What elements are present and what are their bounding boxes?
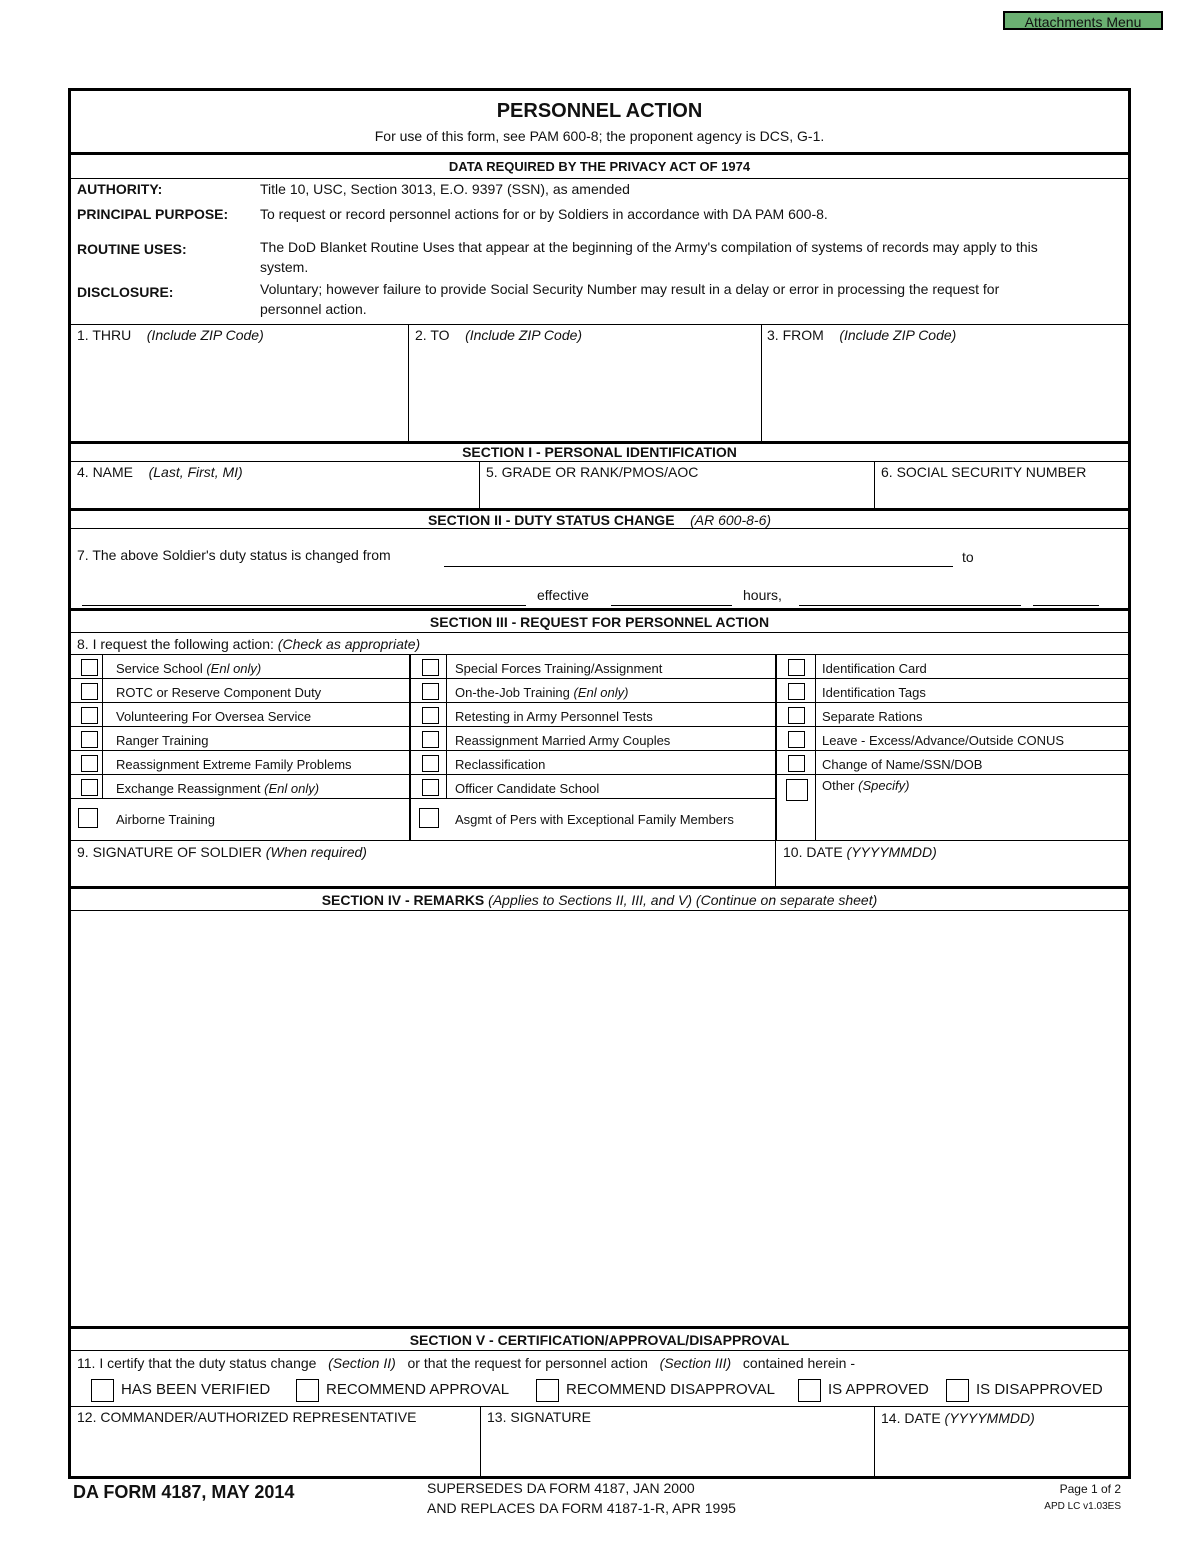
divider xyxy=(776,750,1128,751)
option-has-been-verified: HAS BEEN VERIFIED xyxy=(121,1381,271,1398)
routine-uses-text: The DoD Blanket Routine Uses that appear at the beginning of the Army's compilation of systems of records may apply to this system. xyxy=(260,239,1038,275)
thru-field[interactable] xyxy=(72,346,406,440)
option-label: Exchange Reassignment xyxy=(116,781,261,796)
from-hint: (Include ZIP Code) xyxy=(839,327,957,343)
name-label-text: 4. NAME xyxy=(77,464,134,480)
option-special-forces: Special Forces Training/Assignment xyxy=(455,661,663,676)
divider xyxy=(71,1326,1128,1329)
supersedes-line-2: AND REPLACES DA FORM 4187-1-R, APR 1995 xyxy=(427,1500,736,1516)
option-change-name: Change of Name/SSN/DOB xyxy=(822,757,983,772)
thru-label-text: 1. THRU xyxy=(77,327,132,343)
divider xyxy=(71,798,776,799)
divider xyxy=(71,726,776,727)
checkbox-special-forces[interactable] xyxy=(422,659,439,676)
authority-text: Title 10, USC, Section 3013, E.O. 9397 (SSN), as amended xyxy=(260,181,630,197)
divider xyxy=(71,608,1128,611)
divider xyxy=(776,678,1128,679)
checkbox-id-tags[interactable] xyxy=(788,683,805,700)
section2-heading-ref: (AR 600-8-6) xyxy=(690,512,772,528)
option-oversea-service: Volunteering For Oversea Service xyxy=(116,709,312,724)
status-from-field[interactable] xyxy=(444,566,953,567)
divider xyxy=(409,654,411,840)
soldier-date-text: 10. DATE xyxy=(783,844,843,860)
checkbox-efmp[interactable] xyxy=(419,808,439,828)
option-label: Other xyxy=(822,778,855,793)
divider xyxy=(71,508,1128,511)
checkbox-airborne-training[interactable] xyxy=(78,808,98,828)
option-leave: Leave - Excess/Advance/Outside CONUS xyxy=(822,733,1065,748)
effective-year-field[interactable] xyxy=(1033,605,1099,606)
disclosure-text: Voluntary; however failure to provide Social Security Number may result in a delay or error in processing the request for personnel action. xyxy=(260,281,1000,317)
section4-heading xyxy=(71,892,1128,908)
checkbox-id-card[interactable] xyxy=(788,659,805,676)
soldier-signature-field[interactable] xyxy=(72,862,772,884)
divider xyxy=(761,324,762,442)
name-label xyxy=(77,464,243,480)
checkbox-reassignment-family[interactable] xyxy=(81,755,98,772)
option-ocs: Officer Candidate School xyxy=(455,781,600,796)
checkbox-ojt[interactable] xyxy=(422,683,439,700)
option-exchange-reassignment xyxy=(116,781,319,796)
divider xyxy=(776,774,1128,775)
attachments-menu-button[interactable]: Attachments Menu xyxy=(1003,11,1163,30)
from-label xyxy=(767,327,956,343)
checkbox-service-school[interactable] xyxy=(81,659,98,676)
option-note: (Enl only) xyxy=(573,685,629,700)
divider xyxy=(776,702,1128,703)
soldier-signature-label xyxy=(77,844,367,860)
request-action-line xyxy=(77,636,420,652)
option-retesting: Retesting in Army Personnel Tests xyxy=(455,709,653,724)
checkbox-exchange-reassignment[interactable] xyxy=(81,779,98,796)
ssn-field[interactable] xyxy=(876,483,1127,507)
divider xyxy=(71,886,1128,889)
divider xyxy=(408,324,409,442)
divider xyxy=(71,324,1128,325)
option-ranger-training: Ranger Training xyxy=(116,733,209,748)
divider xyxy=(874,461,875,508)
effective-text: effective xyxy=(537,587,589,603)
duty-status-line: 7. The above Soldier's duty status is changed from xyxy=(77,547,391,563)
grade-field[interactable] xyxy=(481,483,872,507)
checkbox-ranger-training[interactable] xyxy=(81,731,98,748)
option-service-school xyxy=(116,661,261,676)
to-text: to xyxy=(962,549,974,565)
disclosure-label: DISCLOSURE: xyxy=(77,284,174,300)
approval-date-label xyxy=(881,1410,1035,1426)
section4-heading-hint: (Applies to Sections II, III, and V) (Continue on separate sheet) xyxy=(488,892,878,908)
certify-text: or that the request for personnel action xyxy=(407,1355,648,1371)
option-note: (Enl only) xyxy=(264,781,320,796)
divider xyxy=(71,461,1128,462)
certify-line xyxy=(77,1355,855,1371)
option-label: On-the-Job Training xyxy=(455,685,570,700)
section5-heading: SECTION V - CERTIFICATION/APPROVAL/DISAPPROVAL xyxy=(409,1332,790,1348)
soldier-signature-hint: (When required) xyxy=(265,844,367,860)
section3-heading: SECTION III - REQUEST FOR PERSONNEL ACTION xyxy=(429,614,770,630)
effective-time-field[interactable] xyxy=(611,605,732,606)
ssn-label: 6. SOCIAL SECURITY NUMBER xyxy=(881,464,1087,480)
divider xyxy=(71,152,1128,155)
checkbox-rotc-reserve[interactable] xyxy=(81,683,98,700)
option-rotc-reserve: ROTC or Reserve Component Duty xyxy=(116,685,322,700)
approval-date-field[interactable] xyxy=(876,1428,1127,1475)
option-label: Service School xyxy=(116,661,203,676)
remarks-field[interactable] xyxy=(72,912,1127,1325)
option-other xyxy=(822,778,909,793)
option-recommend-disapproval: RECOMMEND DISAPPROVAL xyxy=(566,1381,775,1398)
checkbox-change-name[interactable] xyxy=(788,755,805,772)
option-recommend-approval: RECOMMEND APPROVAL xyxy=(326,1381,510,1398)
checkbox-recommend-approval[interactable] xyxy=(296,1379,319,1402)
divider xyxy=(815,654,816,840)
effective-date-field[interactable] xyxy=(799,605,1021,606)
checkbox-leave[interactable] xyxy=(788,731,805,748)
checkbox-has-been-verified[interactable] xyxy=(91,1379,114,1402)
hours-text: hours, xyxy=(743,587,782,603)
checkbox-married-couples[interactable] xyxy=(422,731,439,748)
request-action-hint: (Check as appropriate) xyxy=(277,636,421,652)
approval-date-hint: (YYYYMMDD) xyxy=(944,1410,1035,1426)
divider xyxy=(775,654,777,840)
option-separate-rations: Separate Rations xyxy=(822,709,923,724)
divider xyxy=(874,1406,875,1477)
from-field[interactable] xyxy=(763,346,1127,440)
divider xyxy=(71,1406,1128,1407)
thru-label xyxy=(77,327,264,343)
other-specify-field[interactable] xyxy=(817,796,1126,838)
page-title: PERSONNEL ACTION xyxy=(496,100,703,122)
page-subtitle: For use of this form, see PAM 600-8; the proponent agency is DCS, G-1. xyxy=(374,128,825,144)
request-action-text: 8. I request the following action: xyxy=(77,636,274,652)
divider xyxy=(71,1350,1128,1351)
routine-uses-label: ROUTINE USES: xyxy=(77,241,187,257)
option-id-card: Identification Card xyxy=(822,661,927,676)
commander-field[interactable] xyxy=(72,1428,478,1475)
option-reassignment-family: Reassignment Extreme Family Problems xyxy=(116,757,352,772)
signature-label: 13. SIGNATURE xyxy=(487,1409,591,1425)
commander-label: 12. COMMANDER/AUTHORIZED REPRESENTATIVE xyxy=(77,1409,417,1425)
divider xyxy=(71,910,1128,911)
principal-purpose-label: PRINCIPAL PURPOSE: xyxy=(77,206,229,222)
checkbox-separate-rations[interactable] xyxy=(788,707,805,724)
certify-text: contained herein - xyxy=(742,1355,855,1371)
to-label-text: 2. TO xyxy=(415,327,450,343)
option-airborne-training: Airborne Training xyxy=(116,812,215,827)
section2-heading xyxy=(71,512,1128,528)
checkbox-is-disapproved[interactable] xyxy=(946,1379,969,1402)
option-reclassification: Reclassification xyxy=(455,757,546,772)
privacy-act-heading: DATA REQUIRED BY THE PRIVACY ACT OF 1974 xyxy=(448,159,751,174)
divider xyxy=(71,654,1128,655)
divider xyxy=(71,178,1128,179)
status-to-field[interactable] xyxy=(82,605,526,606)
certify-text: 11. I certify that the duty status change xyxy=(77,1355,317,1371)
divider xyxy=(71,702,776,703)
name-field[interactable] xyxy=(72,483,477,507)
to-label xyxy=(415,327,582,343)
certify-section2: (Section II) xyxy=(328,1355,396,1371)
checkbox-ocs[interactable] xyxy=(422,779,439,796)
divider xyxy=(479,461,480,508)
checkbox-reclassification[interactable] xyxy=(422,755,439,772)
soldier-date-field[interactable] xyxy=(777,862,1127,884)
to-field[interactable] xyxy=(410,346,759,440)
name-hint: (Last, First, MI) xyxy=(148,464,243,480)
divider xyxy=(71,632,1128,633)
soldier-date-label xyxy=(783,844,937,860)
checkbox-is-approved[interactable] xyxy=(798,1379,821,1402)
principal-purpose-text: To request or record personnel actions for or by Soldiers in accordance with DA PAM 600-8. xyxy=(260,206,828,222)
divider xyxy=(71,528,1128,529)
page-number: Page 1 of 2 xyxy=(1059,1482,1121,1496)
from-label-text: 3. FROM xyxy=(767,327,824,343)
option-note: (Specify) xyxy=(858,778,910,793)
to-hint: (Include ZIP Code) xyxy=(465,327,583,343)
soldier-signature-text: 9. SIGNATURE OF SOLDIER xyxy=(77,844,262,860)
certify-section3: (Section III) xyxy=(659,1355,732,1371)
divider xyxy=(71,750,776,751)
divider xyxy=(71,774,776,775)
section2-heading-text: SECTION II - DUTY STATUS CHANGE xyxy=(427,512,675,528)
grade-label: 5. GRADE OR RANK/PMOS/AOC xyxy=(486,464,699,480)
divider xyxy=(776,726,1128,727)
option-note: (Enl only) xyxy=(206,661,262,676)
divider xyxy=(71,678,776,679)
option-is-disapproved: IS DISAPPROVED xyxy=(976,1381,1103,1398)
option-is-approved: IS APPROVED xyxy=(828,1381,929,1398)
divider xyxy=(775,840,776,886)
supersedes-line-1: SUPERSEDES DA FORM 4187, JAN 2000 xyxy=(427,1480,695,1496)
option-married-couples: Reassignment Married Army Couples xyxy=(455,733,671,748)
divider xyxy=(71,840,1128,841)
soldier-date-hint: (YYYYMMDD) xyxy=(846,844,937,860)
option-ojt xyxy=(455,685,628,700)
option-efmp: Asgmt of Pers with Exceptional Family Members xyxy=(455,812,734,827)
signature-field[interactable] xyxy=(482,1428,872,1475)
checkbox-retesting[interactable] xyxy=(422,707,439,724)
authority-label: AUTHORITY: xyxy=(77,181,163,197)
checkbox-other[interactable] xyxy=(786,779,808,801)
approval-date-text: 14. DATE xyxy=(881,1410,941,1426)
checkbox-oversea-service[interactable] xyxy=(81,707,98,724)
option-id-tags: Identification Tags xyxy=(822,685,926,700)
form-id: DA FORM 4187, MAY 2014 xyxy=(73,1482,295,1502)
thru-hint: (Include ZIP Code) xyxy=(146,327,264,343)
form-version: APD LC v1.03ES xyxy=(1044,1501,1121,1512)
checkbox-recommend-disapproval[interactable] xyxy=(536,1379,559,1402)
section1-heading: SECTION I - PERSONAL IDENTIFICATION xyxy=(462,444,737,460)
divider xyxy=(480,1406,481,1477)
section4-heading-text: SECTION IV - REMARKS xyxy=(321,892,485,908)
